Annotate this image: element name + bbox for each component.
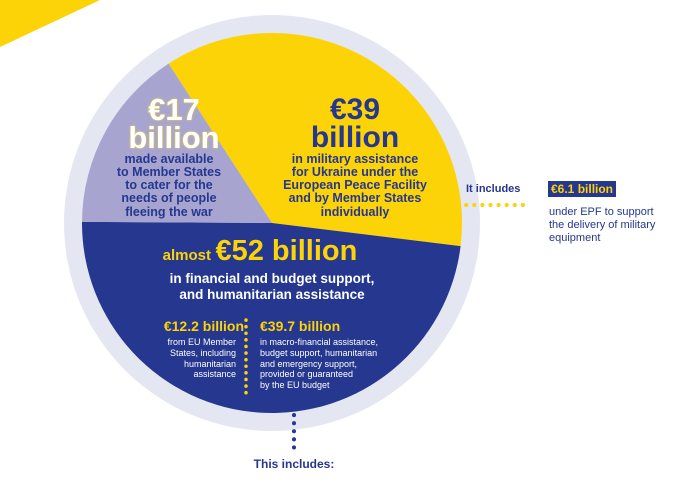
financial-prefix: almost	[162, 247, 212, 264]
refugees-unit: billion	[128, 120, 220, 155]
member-states-description: from EU Member States, including humanitarian assistance	[167, 337, 236, 380]
member-states-amount: €12.2 billion	[163, 318, 244, 334]
military-amount: €39	[329, 93, 381, 126]
refugees-description: made available to Member States to cater for the needs of people fleeing the war	[116, 152, 222, 219]
epf-intro: It includes	[466, 183, 521, 195]
financial-amount: €52 billion	[215, 235, 358, 267]
financial-description: in financial and budget support, and humanitarian assistance	[169, 271, 375, 303]
footer-includes-label: This includes:	[253, 457, 335, 471]
yellow-banner-shape	[0, 0, 100, 47]
eu-budget-description: in macro-financial assistance, budget support, humanitarian and emergency support, provided or guaranteed by the EU budget	[260, 337, 379, 391]
military-description: in military assistance for Ukraine under the European Peace Facility and by Member States individually	[283, 152, 427, 219]
financial-headline	[128, 236, 392, 266]
epf-description: under EPF to support the delivery of military equipment	[549, 206, 656, 245]
epf-amount-badge: €6.1 billion	[548, 181, 616, 197]
military-unit: billion	[310, 121, 400, 154]
eu-budget-amount: €39.7 billion	[260, 318, 341, 334]
refugees-amount: €17	[148, 92, 200, 127]
